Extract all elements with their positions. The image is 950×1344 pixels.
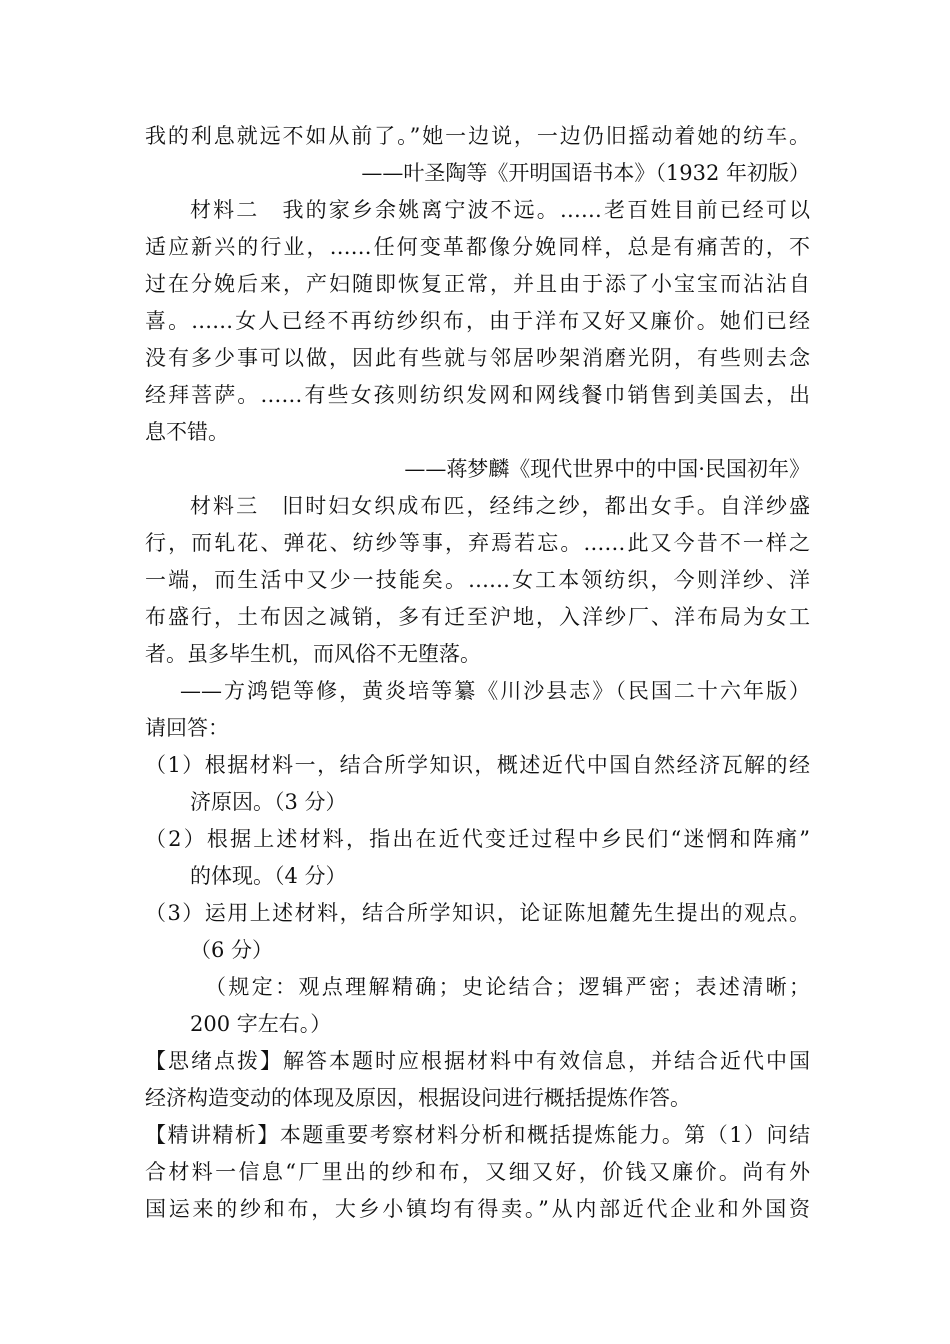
- question-3: （3）运用上述材料，结合所学知识，论证陈旭麓先生提出的观点。: [145, 901, 810, 925]
- text-line: 过在分娩后来，产妇随即恢复正常，并且由于添了小宝宝而沾沾自: [145, 272, 810, 296]
- text-line: 没有多少事可以做，因此有些就与邻居吵架消磨光阴，有些则去念: [145, 346, 810, 370]
- question-2-cont: 的体现。（4 分）: [190, 864, 347, 888]
- text-line: 息不错。: [145, 420, 229, 444]
- hint-line: 经济构造变动的体现及原因，根据设问进行概括提炼作答。: [145, 1086, 691, 1110]
- analysis-line: 合材料一信息“厂里出的纱和布，又细又好，价钱又廉价。尚有外: [145, 1160, 810, 1184]
- text-line: 一端，而生活中又少一技能矣。……女工本领纺织，今则洋纱、洋: [145, 568, 810, 592]
- analysis-line: 【精讲精析】本题重要考察材料分析和概括提炼能力。第（1）问结: [145, 1123, 810, 1147]
- text-line: 我的利息就远不如从前了。”她一边说，一边仍旧摇动着她的纺车。: [145, 124, 810, 148]
- source-citation: ——叶圣陶等《开明国语书本》（1932 年初版）: [361, 161, 810, 185]
- source-citation: ——方鸿铠等修，黄炎培等纂《川沙县志》（民国二十六年版）: [180, 679, 810, 703]
- text-line: 喜。……女人已经不再纺纱织布，由于洋布又好又廉价。她们已经: [145, 309, 810, 333]
- text-line: 适应新兴的行业，……任何变革都像分娩同样，总是有痛苦的，不: [145, 235, 810, 259]
- source-citation: ——蒋梦麟《现代世界中的中国·民国初年》: [404, 457, 810, 481]
- text-line: 材料三 旧时妇女织成布匹，经纬之纱，都出女手。自洋纱盛: [190, 494, 810, 518]
- question-prompt: 请回答：: [145, 716, 229, 740]
- text-line: 经拜菩萨。……有些女孩则纺织发网和网线餐巾销售到美国去，出: [145, 383, 810, 407]
- text-line: 布盛行，土布因之减销，多有迁至沪地，入洋纱厂、洋布局为女工: [145, 605, 810, 629]
- hint-line: 【思绪点拨】解答本题时应根据材料中有效信息，并结合近代中国: [145, 1049, 810, 1073]
- requirements-cont: 200 字左右。）: [190, 1012, 332, 1036]
- text-line: 者。虽多毕生机，而风俗不无堕落。: [145, 642, 481, 666]
- text-line: 行，而轧花、弹花、纺纱等事，弃焉若忘。……此又今昔不一样之: [145, 531, 810, 555]
- question-3-cont: （6 分）: [190, 938, 274, 962]
- text-line: 材料二 我的家乡余姚离宁波不远。……老百姓目前已经可以: [190, 198, 810, 222]
- question-1-cont: 济原因。（3 分）: [190, 790, 347, 814]
- question-1: （1）根据材料一，结合所学知识，概述近代中国自然经济瓦解的经: [145, 753, 810, 777]
- question-2: （2）根据上述材料，指出在近代变迁过程中乡民们“迷惘和阵痛”: [145, 827, 810, 851]
- requirements: （规定：观点理解精确；史论结合；逻辑严密；表述清晰；: [205, 975, 810, 999]
- analysis-line: 国运来的纱和布，大乡小镇均有得卖。”从内部近代企业和外国资: [145, 1197, 810, 1221]
